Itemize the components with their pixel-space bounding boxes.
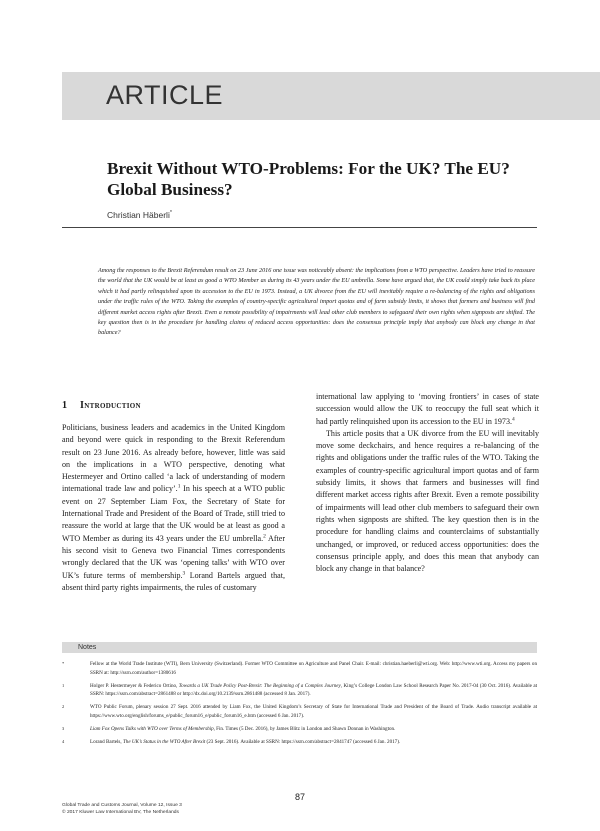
footnote-text: (23 Sept. 2016). Available at SSRN: https://ssrn.com/abstract=2841747 (accessed 6 Jan. 2017). (205, 738, 401, 745)
notes-header (62, 642, 537, 653)
copyright-notice: © 2017 Kluwer Law International BV, The Netherlands (62, 810, 179, 816)
footnote-ref[interactable]: 4 (512, 415, 515, 422)
text-run: Politicians, business leaders and academics in the United Kingdom and beyond were quick in responding to the Brexit Referendum result on 23 June 2016. As already before, however, little was said on the implications in a WTO perspective, denoting what Hestermeyer and Ortino called ‘a lack of understanding of modern international trade law and policy’. (62, 423, 285, 494)
text-run: In his speech at a WTO public event on 27 September Liam Fox, the Secretary of State for International Trade and President of the Board of Trade, still tried to reassure the world at large that the UK would be at least as good a WTO Member as during its 43 years under the EU umbrella. (62, 484, 286, 543)
footnote-text: Fellow at the World Trade Institute (WTI), Bern University (Switzerland). Former WTO Committee on Agriculture and Panel Chair. E-mail: christian.haeberli@wti.org. Web: http://www.wti.org. Access my papers on SSRN at: http://ssrn.com/author=1380616 (90, 661, 537, 676)
author-footnote-mark[interactable]: * (169, 210, 172, 217)
footnote-number: 3 (62, 725, 65, 731)
section-number: 1 (62, 400, 68, 411)
footnote-number: * (62, 661, 65, 666)
footnote (62, 725, 537, 734)
section-title-rest: ntroduction (84, 400, 141, 411)
body-column-right (316, 391, 539, 575)
paragraph: This article posits that a UK divorce from the EU will inevitably move some deckchairs, and hence requires a re-balancing of the rights and obligations under the traffic rules of the WTO. Taking the examples of country-specific agricultural import quotas and of farm subsidy limits, it shows that farmers and businesses will find different market access rights after Brexit. Even a remote possibility of impairments will lead other club members to safeguard their own rights when signposts are shifted. The key question then is in the procedure for handling claims and counterclaims of substantially unchanged, or improved, or reduced access opportunities: does the consensus principle apply, and does this mean that anybody can block any change in that balance? (316, 428, 539, 574)
footnote (62, 682, 537, 700)
text-run: After his second visit to Geneva two Financial Times correspondents wrongly declared that the UK was ‘opening talks’ with WTO over UK’s future terms of membership. (62, 533, 285, 580)
article-title: Brexit Without WTO-Problems: For the UK? The EU? Global Business? (107, 159, 510, 199)
paragraph (62, 422, 285, 594)
abstract: Among the responses to the Brexit Referendum result on 23 June 2016 one issue was noticeably absent: the implications from a WTO perspective. Leaders have tried to reassure the world that the UK would be at least as good a WTO Member as during its 43 years under the EU umbrella. Some have argued that, the UK could simply take back its place which it had partly relinquished upon its accession to the EU in 1973. Instead, a UK divorce from the EU will inevitably require a re-balancing of the rights and obligations under the traffic rules of the WTO. Taking the examples of country-specific agricultural import quotas and of farm subsidy limits, it shows that farmers and business will find different market access rights after Brexit. Even a remote possibility of impairments will lead other club members to safeguard their own rights when signposts are shifted. The key question then is in the procedure for handling claims of reduced access opportunities: does the consensus principle imply that anybody can block any change in that balance? (98, 268, 535, 337)
journal-footer (62, 802, 182, 816)
author-line (107, 210, 172, 220)
section-heading (62, 400, 141, 412)
footnotes (62, 660, 537, 750)
body-column-left (62, 422, 285, 594)
footnote-text: WTO Public Forum, plenary session 27 Sept. 2016 attended by Liam Fox, the United Kingdom’s Secretary of State for International Trade and President of the Board of Trade. Audio transcript available at https://www.wto.org/english/forums_e/public_forum16_e/public_forum16_e.htm (accessed 6 Jan. 2017). (90, 704, 537, 719)
footnote-number: 4 (62, 738, 65, 744)
title-divider (62, 227, 537, 228)
footnote-ref[interactable]: 3 (182, 569, 186, 576)
section-label: ARTICLE (106, 80, 224, 110)
paragraph (316, 391, 539, 428)
footnote-text: , Fin. Times (5 Dec. 2016), by James Blitz in London and Shawn Donnan in Washington. (213, 725, 396, 732)
text-run: international law applying to ‘moving frontiers’ in cases of state succession would allow the UK to reoccupy the full seat which it had partly relinquished upon its accession to the EU in 1973. (316, 392, 539, 426)
footnote-text: , King’s College London Law School Research Paper No. 2017-04 (30 Oct. 2016). Available at SSRN: https://ssrn.com/abstract=2861488 or http://dx.doi.org/10.2139/ssrn.2861488 (accessed 8 Jan. 2017). (90, 682, 538, 698)
footnote-title: Towards a UK Trade Policy Post-Brexit: The Beginning of a Complex Journey (178, 682, 341, 689)
footnote-text: Lorand Bartels, (90, 738, 123, 745)
footnote-text: Holger P. Hestermeyer & Federico Ortino, (90, 682, 179, 689)
page-number: 87 (294, 792, 305, 802)
footnote-title: The UK’s Status in the WTO After Brexit (122, 738, 206, 745)
footnote (62, 660, 537, 678)
footnote (62, 738, 537, 747)
footnote-title: Liam Fox Opens Talks with WTO over Terms of Membership (90, 725, 214, 732)
footnote-number: 1 (62, 682, 65, 688)
section-title-initial: I (80, 400, 85, 411)
footnote-number: 2 (62, 704, 65, 710)
journal-citation: Global Trade and Customs Journal, Volume 12, Issue 3 (62, 803, 182, 808)
footnote-ref[interactable]: 1 (177, 483, 181, 490)
footnote (62, 703, 537, 721)
notes-label: Notes (78, 644, 97, 651)
article-banner (62, 72, 600, 120)
author-name: Christian Häberli (107, 210, 170, 220)
footnote-ref[interactable]: 2 (263, 533, 266, 539)
text-run: Lorand Bartels argued that, absent third party rights impairments, the rules of customary (62, 570, 285, 592)
